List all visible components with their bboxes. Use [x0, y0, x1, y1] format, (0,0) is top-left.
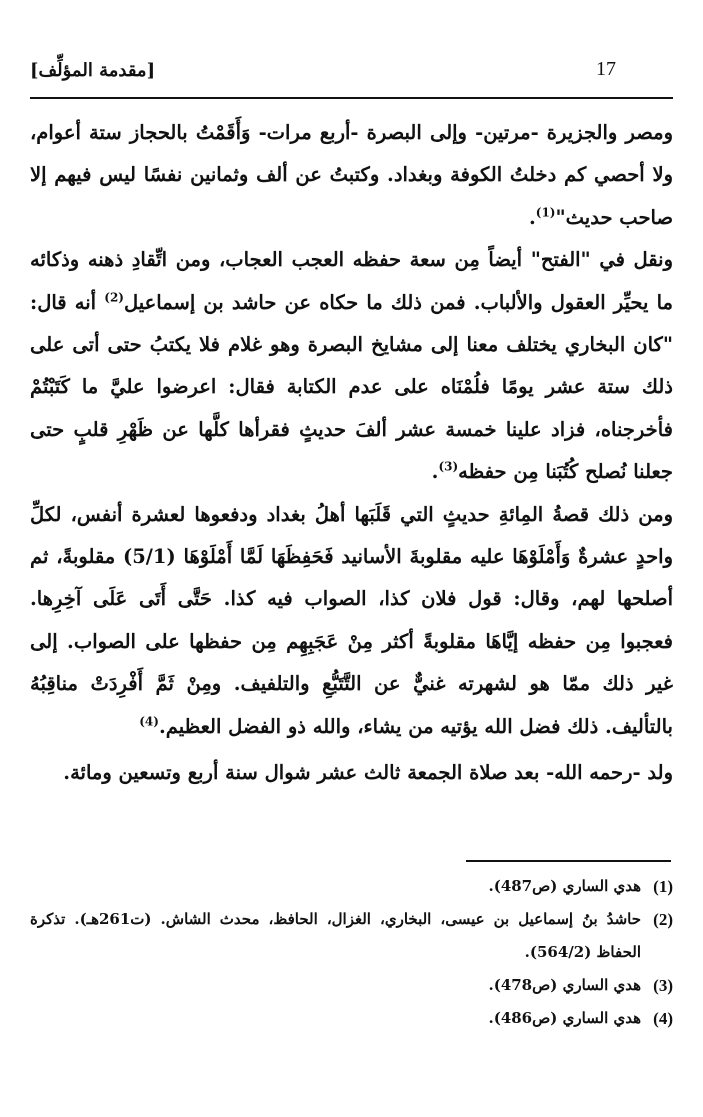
footnote-ref: (2) [104, 290, 124, 305]
paragraph-3 [30, 494, 673, 748]
paragraph-4 [30, 752, 673, 794]
footnote-ref: (4) [139, 714, 159, 729]
paragraph-2 [30, 239, 673, 493]
paragraph-tail: . [431, 460, 439, 484]
footnote-text: هدي الساري (ص487). [488, 877, 641, 895]
footnote-text: هدي الساري (ص478). [488, 976, 641, 994]
paragraph-text: ولد -رحمه الله- بعد صلاة الجمعة ثالث عشر شوال سنة أربع وتسعين ومائة. [63, 761, 673, 785]
footnote-number: (4) [653, 1009, 673, 1028]
footnote [30, 870, 673, 903]
footnote-text: هدي الساري (ص486). [488, 1009, 641, 1027]
header-rule [30, 97, 673, 99]
paragraph-text: ومن ذلك قصةُ المِائةِ حديثٍ التي قَلَبَها أهلُ بغداد ودفعوها لعشرة أنفس، لكلِّ واحدٍ عشرةٌ وَأَمْلَوْهَا عليه مقلوبةَ الأسانيد فَحَفِظَهَا لَمَّا أَمْلَوْهَا (5/1) مقلوبةً، ثم أصلحها لهم، وقال: قول فلان كذا، الصواب فيه كذا. حَتَّى أَتَى عَلَى آخِرِها. فعجبوا مِن حفظه إيَّاهَا مقلوبةً أكثر مِنْ عَجَبِهِم مِن حفظها على الصواب. إلى غير ذلك ممّا هو لشهرته غنيٌّ عن التَّتَبُّعِ والتلفيف. ومِنْ ثَمَّ أَفْرِدَتْ مناقِبُهُ بالتأليف. ذلك فضل الله يؤتيه من يشاء، والله ذو الفضل العظيم. [30, 502, 673, 738]
page-number: 17 [596, 58, 616, 80]
footnotes [30, 870, 673, 1035]
footnote-number: (3) [653, 976, 673, 995]
footnote [30, 969, 673, 1002]
paragraph-text: ومصر والجزيرة -مرتين- وإلى البصرة -أربع مرات- وَأَقَمْتُ بالحجاز ستة أعوام، ولا أحصي كم دخلتُ الكوفة وبغداد. وكتبتُ عن ألف وثمانين نفسًا ليس فيهم إلا صاحب حديث" [30, 121, 673, 229]
footnote [30, 1002, 673, 1035]
footnote [30, 903, 673, 969]
footnote-rule [466, 860, 671, 862]
paragraph-text: ونقل في "الفتح" أيضاً مِن سعة حفظه العجب العجاب، ومن اتِّقادِ ذهنه وذكائه ما يحيِّر العقول والألباب. فمن ذلك ما حكاه عن حاشد بن إسماعيل [30, 248, 673, 314]
footnote-number: (1) [653, 877, 673, 896]
footnote-text: حاشدُ بنُ إسماعيل بن عيسى، البخاري، الغزال، الحافظ، محدث الشاش. (ت261هـ). تذكرة الحفاظ (564/2). [30, 910, 641, 961]
paragraph-1: ومصر والجزيرة -مرتين- وإلى البصرة -أربع مرات- وَأَقَمْتُ بالحجاز ستة أعوام، ولا أحصي كم دخلتُ الكوفة وبغداد. وكتبتُ عن ألف وثمانين نفسًا ليس فيهم إلا صاحب حديث"$^{(1)}$. [30, 121, 673, 229]
paragraph-text: أنه قال: "كان البخاري يختلف معنا إلى مشايخ البصرة وهو غلام فلا يكتبُ حتى أتى على ذلك ستة عشر يومًا فلُمْنَاه على عدم الكتابة فقال: اعرضوا عليَّ ما كَتَبْتُمْ فأخرجناه، فزاد علينا خمسة عشر ألفَ حديثٍ فقرأها كلَّها عن ظَهْرِ قلبٍ حتى جعلنا نُصلح كُتُبَنا مِن حفظه [30, 290, 673, 484]
running-head: [مقدمة المؤلِّف] [30, 60, 156, 81]
body-text [30, 112, 673, 795]
footnote-number: (2) [653, 910, 673, 929]
footnote-ref: (1) [535, 205, 556, 220]
footnote-ref: (3) [438, 459, 459, 474]
